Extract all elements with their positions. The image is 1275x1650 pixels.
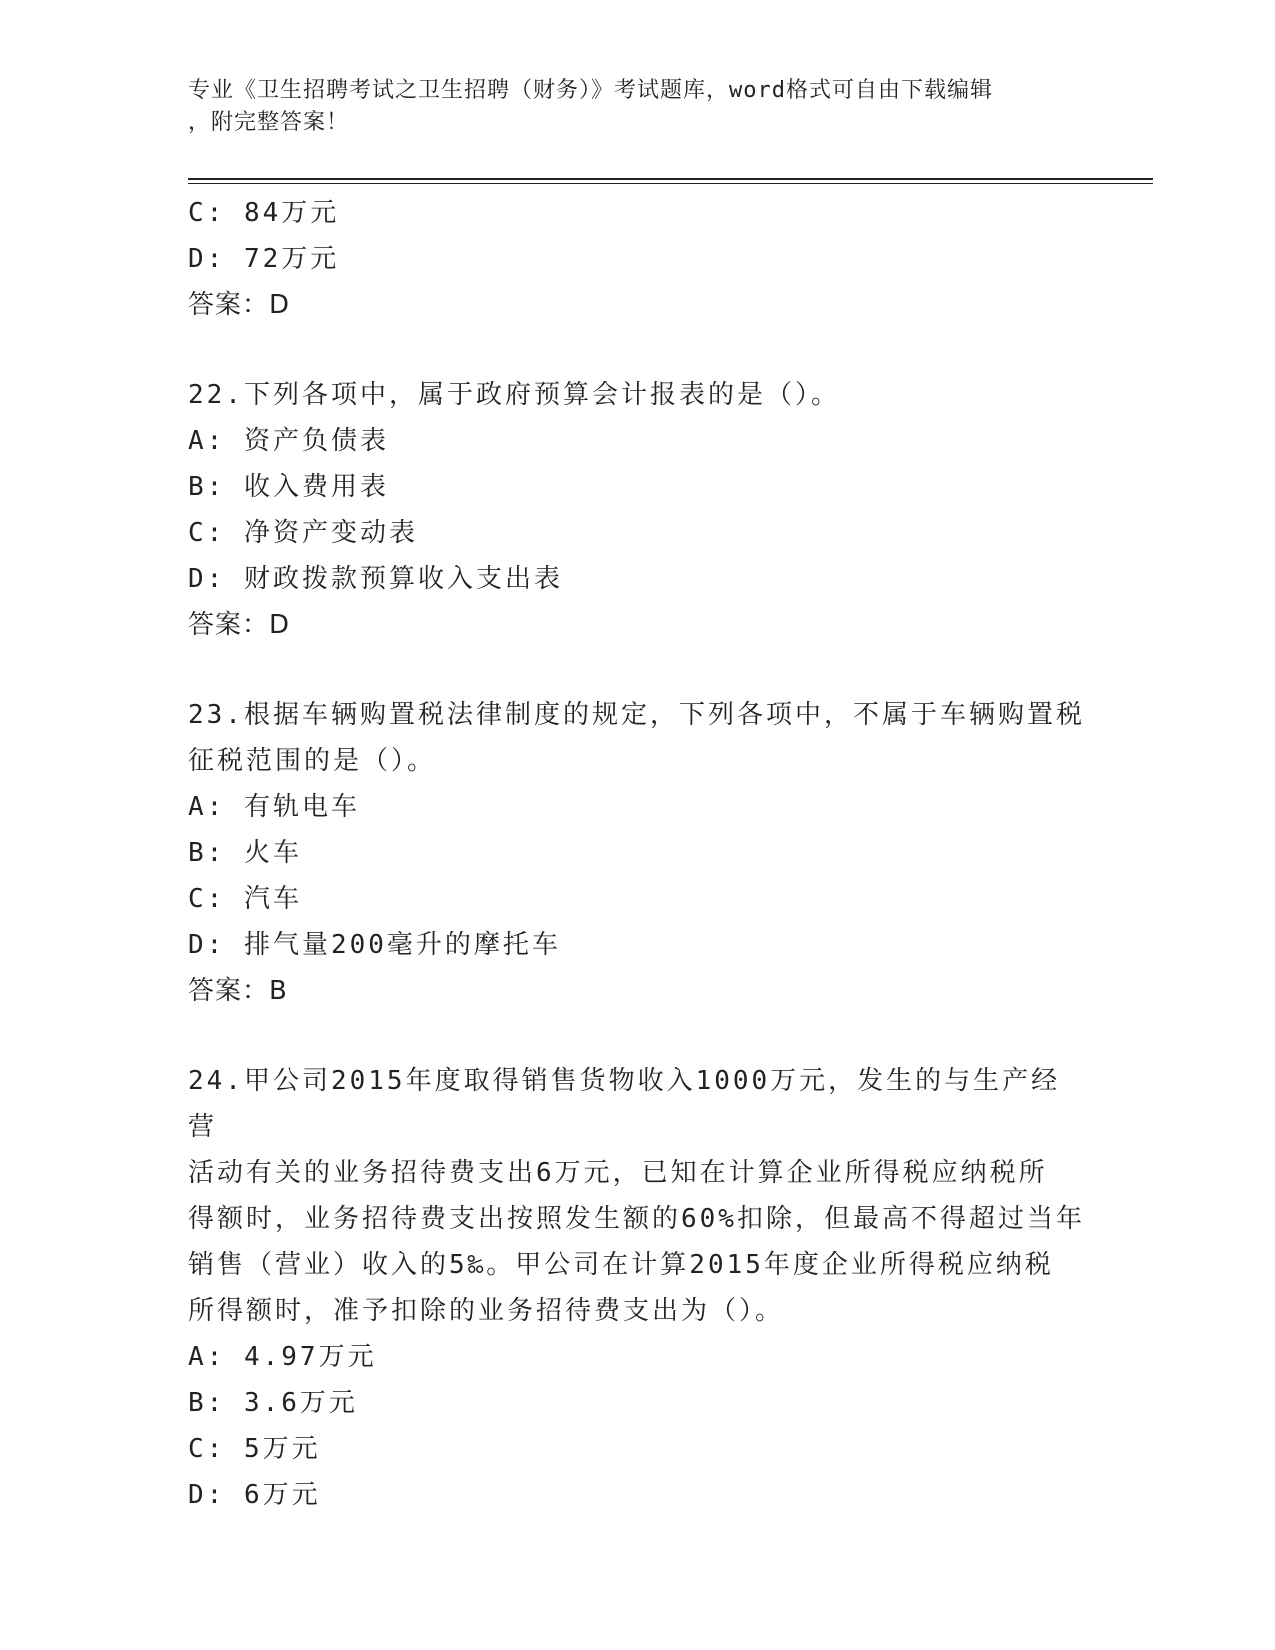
answer-line: 答案：B — [188, 976, 288, 1006]
option-a: A: 资产负债表 — [188, 426, 389, 456]
option-b: B: 3.6万元 — [188, 1388, 358, 1418]
option-a: A: 有轨电车 — [188, 792, 360, 822]
option-c: C: 5万元 — [188, 1434, 321, 1464]
option-b: B: 火车 — [188, 838, 302, 868]
answer-line: 答案：D — [188, 290, 291, 320]
question-23 — [188, 692, 1088, 1014]
question-stem-line-1: 24.甲公司2015年度取得销售货物收入1000万元，发生的与生产经营 — [188, 1066, 1061, 1142]
option-c: C: 汽车 — [188, 884, 302, 914]
question-list — [188, 190, 1088, 1518]
question-stem-line-4: 销售（营业）收入的5‰。甲公司在计算2015年度企业所得税应纳税 — [188, 1250, 1054, 1280]
question-stem: 22.下列各项中，属于政府预算会计报表的是（）。 — [188, 380, 840, 410]
question-stem-line-3: 得额时，业务招待费支出按照发生额的60%扣除，但最高不得超过当年 — [188, 1204, 1085, 1234]
header-divider-thick — [188, 178, 1153, 180]
header-line-2: ，附完整答案！ — [188, 110, 350, 135]
question-stem-line-2: 征税范围的是（）。 — [188, 746, 437, 776]
option-d: D: 72万元 — [188, 244, 340, 274]
header-line-1: 专业《卫生招聘考试之卫生招聘（财务）》考试题库，word格式可自由下载编辑 — [188, 78, 993, 103]
question-24 — [188, 1058, 1088, 1518]
question-22 — [188, 372, 1088, 648]
option-c: C: 净资产变动表 — [188, 518, 418, 548]
option-d: D: 财政拨款预算收入支出表 — [188, 564, 563, 594]
question-21-tail — [188, 190, 1088, 328]
question-stem-line-1: 23.根据车辆购置税法律制度的规定，下列各项中，不属于车辆购置税 — [188, 700, 1085, 730]
option-d: D: 6万元 — [188, 1480, 321, 1510]
question-stem-line-5: 所得额时，准予扣除的业务招待费支出为（）。 — [188, 1296, 785, 1326]
answer-line: 答案：D — [188, 610, 291, 640]
document-header — [188, 75, 1068, 139]
option-a: A: 4.97万元 — [188, 1342, 377, 1372]
option-d: D: 排气量200毫升的摩托车 — [188, 930, 561, 960]
option-c: C: 84万元 — [188, 198, 340, 228]
header-divider-thin — [188, 183, 1153, 184]
question-stem-line-2: 活动有关的业务招待费支出6万元，已知在计算企业所得税应纳税所 — [188, 1158, 1048, 1188]
option-b: B: 收入费用表 — [188, 472, 389, 502]
